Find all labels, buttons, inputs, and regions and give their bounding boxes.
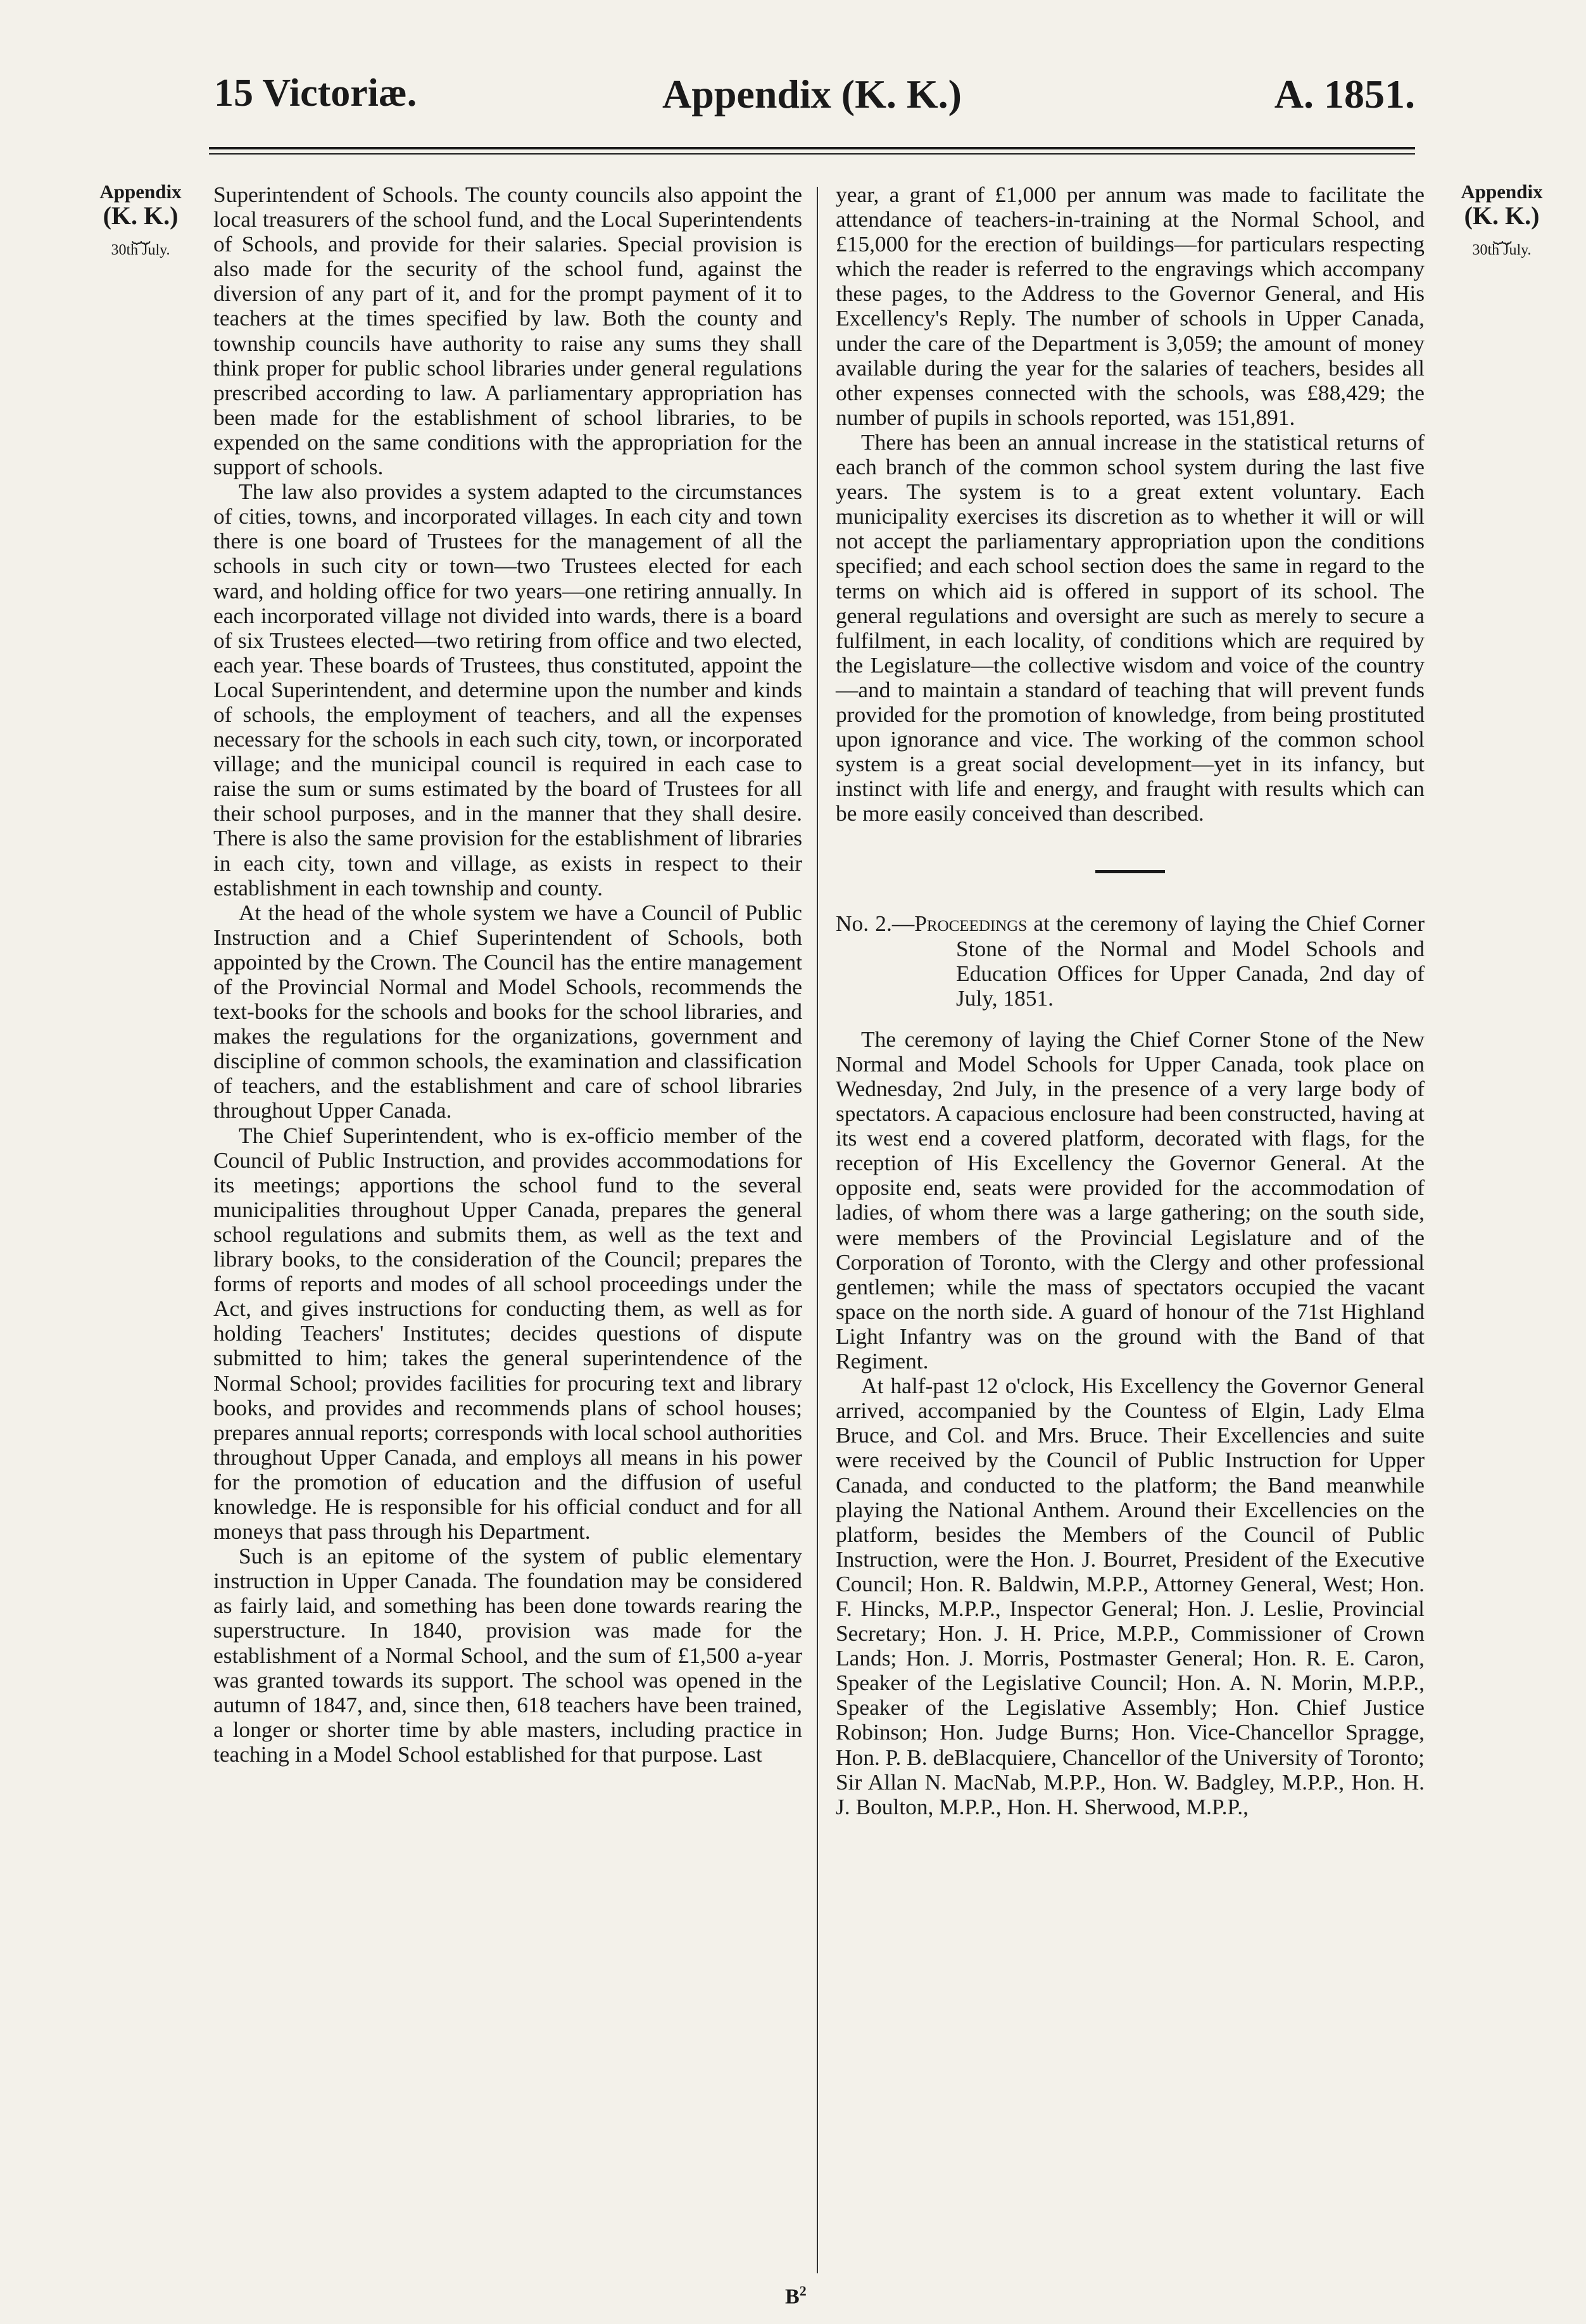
- section-heading-caps: Proceedings: [914, 911, 1028, 937]
- left-column: [213, 182, 802, 1767]
- paragraph: There has been an annual increase in the statistical returns of each branch of the common school system during the last five years. The system is to a great extent voluntary. Each municipality exercises its discretion as to whether it will or will not accept the parliamentary appropriation upon the conditions specified; and each school section does the same in regard to the terms on which aid is offered in support of its school. The general regulations and oversight are such as merely to secure a fulfilment, in each locality, of conditions which are required by the Legislature—the collective wisdom and voice of the country—and to maintain a standard of teaching that will prevent funds provided for the promotion of knowledge, from being prostituted upon ignorance and vice. The working of the common school system is a great social development—yet in its infancy, but instinct with life and energy, and fraught with results which can be more easily conceived than described.: [836, 429, 1425, 826]
- header-year: A. 1851.: [1274, 72, 1415, 117]
- header-session: 15 Victoriæ.: [214, 72, 417, 115]
- margin-appendix-code: (K. K.): [103, 201, 179, 230]
- paragraph: The ceremony of laying the Chief Corner Stone of the New Normal and Model Schools for Upper Canada, took place on Wednesday, 2nd July, in the presence of a very large body of spectators. A capacious enclosure had been constructed, having at its west end a covered platform, decorated with flags, for the reception of His Excellency the Governor General. At the opposite end, seats were provided for the accommodation of ladies, of whom there was a large gathering; on the south side, were members of the Provincial Legislature and of the Corporation of Toronto, with the Clergy and other professional gentlemen; while the mass of spectators occupied the vacant space on the north side. A guard of honour of the 71st Highland Light Infantry was on the ground with the Band of that Regiment.: [836, 1026, 1425, 1374]
- section-heading-text: at the ceremony of laying the Chief Corner Stone of the Normal and Model Schools and Education Offices for Upper Canada, 2nd day of July, 1851.: [956, 911, 1425, 1011]
- section-separator: [1095, 870, 1165, 873]
- margin-brace: ⏟⏟: [132, 225, 149, 244]
- paragraph: Superintendent of Schools. The county councils also appoint the local treasurers of the school fund, and the Local Superintendents of Schools, and provide for their salaries. Special provision is also made for the security of the school fund, against the diversion of any part of it, and for the prompt payment of it to teachers at the times specified by law. Both the county and township councils have authority to raise any sums they shall think proper for public school libraries under general regulations prescribed according to law. A parliamentary appropriation has been made for the establishment of school libraries, to be expended on the same conditions with the appropriation for the support of schools.: [213, 182, 802, 480]
- margin-appendix-label: Appendix: [99, 180, 182, 203]
- margin-date: 30th July.: [111, 242, 170, 258]
- column-divider: [817, 187, 818, 2273]
- paragraph: The law also provides a system adapted to the circumstances of cities, towns, and incorporated villages. In each city and town there is one board of Trustees for the management of all the schools in such city or town—two Trustees elected for each ward, and holding office for two years—one retiring annually. In each incorporated village not divided into wards, there is a board of six Trustees elected—two retiring from office and two elected, each year. These boards of Trustees, thus constituted, appoint the Local Superintendent, and determine upon the number and kinds of schools, the employment of teachers, and all the expenses necessary for the schools in each such city, town, or incorporated village; and the municipal council is required in each case to raise the sum or sums estimated by the board of Trustees for all their school purposes, and in the manner that they shall desire. There is also the same provision for the establishment of libraries in each city, town and village, as exists in respect to their establishment in each township and county.: [213, 479, 802, 900]
- section-heading: [836, 911, 1425, 1010]
- right-column: [836, 182, 1425, 1819]
- margin-date: 30th July.: [1472, 242, 1532, 258]
- header-rule: [209, 147, 1415, 149]
- signature-mark: [785, 2283, 807, 2309]
- signature-letter: B: [785, 2285, 800, 2309]
- signature-number: 2: [799, 2283, 807, 2299]
- margin-appendix-label: Appendix: [1461, 180, 1543, 203]
- section-number: No. 2.—: [836, 911, 915, 937]
- margin-appendix-code: (K. K.): [1464, 201, 1540, 230]
- right-margin-note: [1438, 181, 1565, 260]
- paragraph: year, a grant of £1,000 per annum was made to facilitate the attendance of teachers-in-training at the Normal School, and £15,000 for the erection of buildings—for particulars respecting which the reader is referred to the engravings which accompany these pages, to the Address to the Governor General, and His Excellency's Reply. The number of schools in Upper Canada, under the care of the Department is 3,059; the amount of money available during the year for the salaries of teachers, besides all other expenses connected with the schools, was £88,429; the number of pupils in schools reported, was 151,891.: [836, 182, 1425, 430]
- header-rule-thin: [209, 153, 1415, 155]
- paragraph: At half-past 12 o'clock, His Excellency the Governor General arrived, accompanied by the Countess of Elgin, Lady Elma Bruce, and Col. and Mrs. Bruce. Their Excellencies and suite were received by the Council of Public Instruction for Upper Canada, and conducted to the platform; the Band meanwhile playing the National Anthem. Around their Excellencies on the platform, besides the Members of the Council of Public Instruction, were the Hon. J. Bourret, President of the Executive Council; Hon. R. Baldwin, M.P.P., Attorney General, West; Hon. F. Hincks, M.P.P., Inspector General; Hon. J. Leslie, Provincial Secretary; Hon. J. H. Price, M.P.P., Commissioner of Crown Lands; Hon. J. Morris, Postmaster General; Hon. R. E. Caron, Speaker of the Legislative Council; Hon. A. N. Morin, M.P.P., Speaker of the Legislative Assembly; Hon. Chief Justice Robinson; Hon. Judge Burns; Hon. Vice-Chancellor Spragge, Hon. P. B. deBlacquiere, Chancellor of the University of Toronto; Sir Allan N. MacNab, M.P.P., Hon. W. Badgley, M.P.P., Hon. H. J. Boulton, M.P.P., Hon. H. Sherwood, M.P.P.,: [836, 1373, 1425, 1819]
- margin-brace: ⏟⏟: [1493, 225, 1511, 244]
- header-title: Appendix (K. K.): [662, 72, 962, 117]
- paragraph: At the head of the whole system we have a Council of Public Instruction and a Chief Superintendent of Schools, both appointed by the Crown. The Council has the entire management of the Provincial Normal and Model Schools, recommends the text-books for the schools and books for the school libraries, and makes the regulations for the organizations, government and discipline of common schools, the examination and classification of teachers, and the establishment and care of school libraries throughout Upper Canada.: [213, 899, 802, 1123]
- paragraph: Such is an epitome of the system of public elementary instruction in Upper Canada. The foundation may be considered as fairly laid, and something has been done towards rearing the superstructure. In 1840, provision was made for the establishment of a Normal School, and the sum of £1,500 a-year was granted towards its support. The school was opened in the autumn of 1847, and, since then, 618 teachers have been trained, a longer or shorter time by able masters, including practice in teaching in a Model School established for that purpose. Last: [213, 1543, 802, 1767]
- running-header: [209, 71, 1415, 128]
- paragraph: The Chief Superintendent, who is ex-officio member of the Council of Public Instruction, and provides accommodations for its meetings; apportions the school fund to the several municipalities throughout Upper Canada, prepares the general school regulations and submits them, as well as the text and library books, to the consideration of the Council; prepares the forms of reports and modes of all school proceedings under the Act, and gives instructions for conducting them, as well as for holding Teachers' Institutes; decides questions of dispute submitted to him; takes the general superintendence of the Normal School; provides facilities for procuring text and library books, and provides and recommends plans of school houses; prepares annual reports; corresponds with local school authorities throughout Upper Canada, and employs all means in his power for the promotion of education and the diffusion of useful knowledge. He is responsible for his official conduct and for all moneys that pass through his Department.: [213, 1122, 802, 1544]
- left-margin-note: [77, 181, 204, 260]
